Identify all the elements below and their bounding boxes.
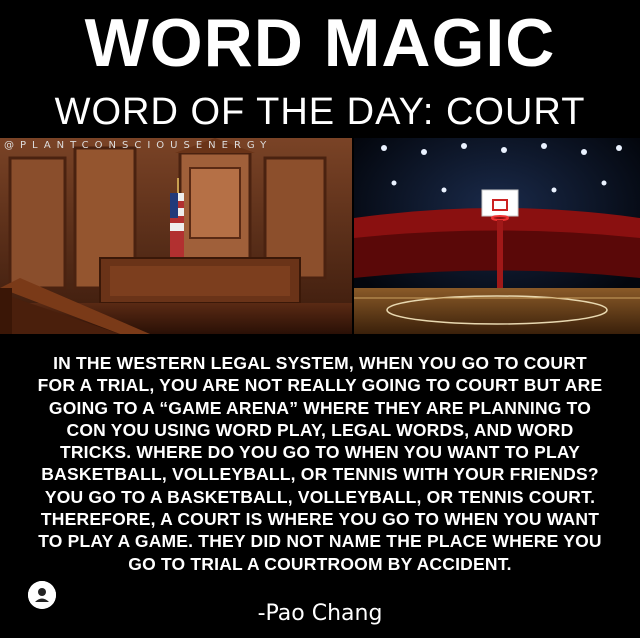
photo-strip [0,138,640,334]
courtroom-photo [0,138,352,334]
quote-line: FOR A TRIAL, YOU ARE NOT REALLY GOING TO COURT BUT ARE [37,375,603,396]
basketball-court-photo [354,138,640,334]
title: WORD MAGIC [84,5,556,81]
quote-text [0,352,640,575]
quote-line: THEREFORE, A COURT IS WHERE YOU GO TO WHEN YOU WANT [40,509,600,530]
quote-line: TO PLAY A GAME. THEY DID NOT NAME THE PLACE WHERE YOU [38,531,602,552]
subtitle: WORD OF THE DAY: COURT [54,91,586,133]
quote-line: YOU GO TO A BASKETBALL, VOLLEYBALL, OR TENNIS COURT. [44,486,596,507]
quote-line: GO TO TRIAL A COURTROOM BY ACCIDENT. [128,553,512,574]
author-attribution: -Pao Chang [257,601,383,626]
quote-line: TRICKS. WHERE DO YOU GO TO WHEN YOU WANT TO PLAY [59,442,581,463]
quote-line: BASKETBALL, VOLLEYBALL, OR TENNIS WITH YOUR FRIENDS? [41,464,599,485]
quote-line: CON YOU USING WORD PLAY, LEGAL WORDS, AND WORD [66,419,574,440]
quote-line: GOING TO A “GAME ARENA” WHERE THEY ARE PLANNING TO [48,397,592,418]
watermark-handle: @PLANTCONSCIOUSENERGY [4,140,273,151]
quote-line: IN THE WESTERN LEGAL SYSTEM, WHEN YOU GO TO COURT [53,353,587,373]
